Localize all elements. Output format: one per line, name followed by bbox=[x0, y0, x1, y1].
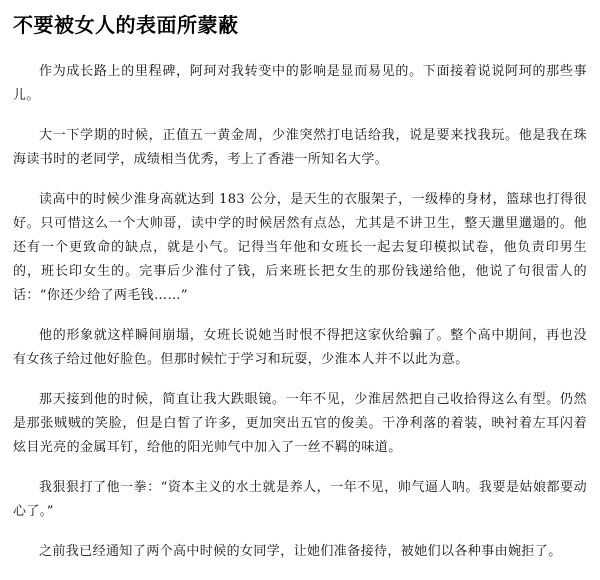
document-page bbox=[13, 0, 587, 580]
paragraph-7: 之前我已经通知了两个高中时候的女同学，让她们准备接待，被她们以各种事由婉拒了。 bbox=[39, 544, 562, 559]
paragraph-2: 大一下学期的时候，正值五一黄金周，少淮突然打电话给我，说是要来找我玩。他是我在珠海读书时的老同学，成绩相当优秀，考上了香港一所知名大学。 bbox=[13, 128, 587, 167]
paragraph-1: 作为成长路上的里程碑，阿珂对我转变中的影响是显而易见的。下面接着说说阿珂的那些事儿。 bbox=[13, 64, 587, 103]
paragraph-6: 我狠狠打了他一拳：“资本主义的水土就是养人，一年不见，帅气逼人呐。我要是姑娘都要动心了。” bbox=[13, 480, 587, 519]
document-title: 不要被女人的表面所蒙蔽 bbox=[13, 13, 239, 37]
paragraph-5: 那天接到他的时候，简直让我大跌眼镜。一年不见，少淮居然把自己收拾得这么有型。仍然是那张贼贼的笑脸，但是白皙了许多，更加突出五官的俊美。干净利落的着装，映衬着左耳闪着炫目光亮的金属耳钉，给他的阳光帅气中加入了一丝不羁的味道。 bbox=[13, 392, 587, 455]
document-body bbox=[13, 60, 587, 564]
paragraph-4: 他的形象就这样瞬间崩塌，女班长说她当时恨不得把这家伙给骟了。整个高中期间，再也没有女孩子给过他好脸色。但那时候忙于学习和玩耍，少淮本人并不以此为意。 bbox=[13, 328, 587, 367]
paragraph-3: 读高中的时候少淮身高就达到 183 公分，是天生的衣服架子，一级棒的身材，篮球也打得很好。只可惜这么一个大帅哥，读中学的时候居然有点怂，尤其是不讲卫生，整天邋里邋遢的。他还有一个更致命的缺点，就是小气。记得当年他和女班长一起去复印模拟试卷，他负责印男生的，班长印女生的。完事后少淮付了钱，后来班长把女生的那份钱递给他，他说了句很雷人的话：“你还少给了两毛钱……” bbox=[13, 192, 587, 303]
